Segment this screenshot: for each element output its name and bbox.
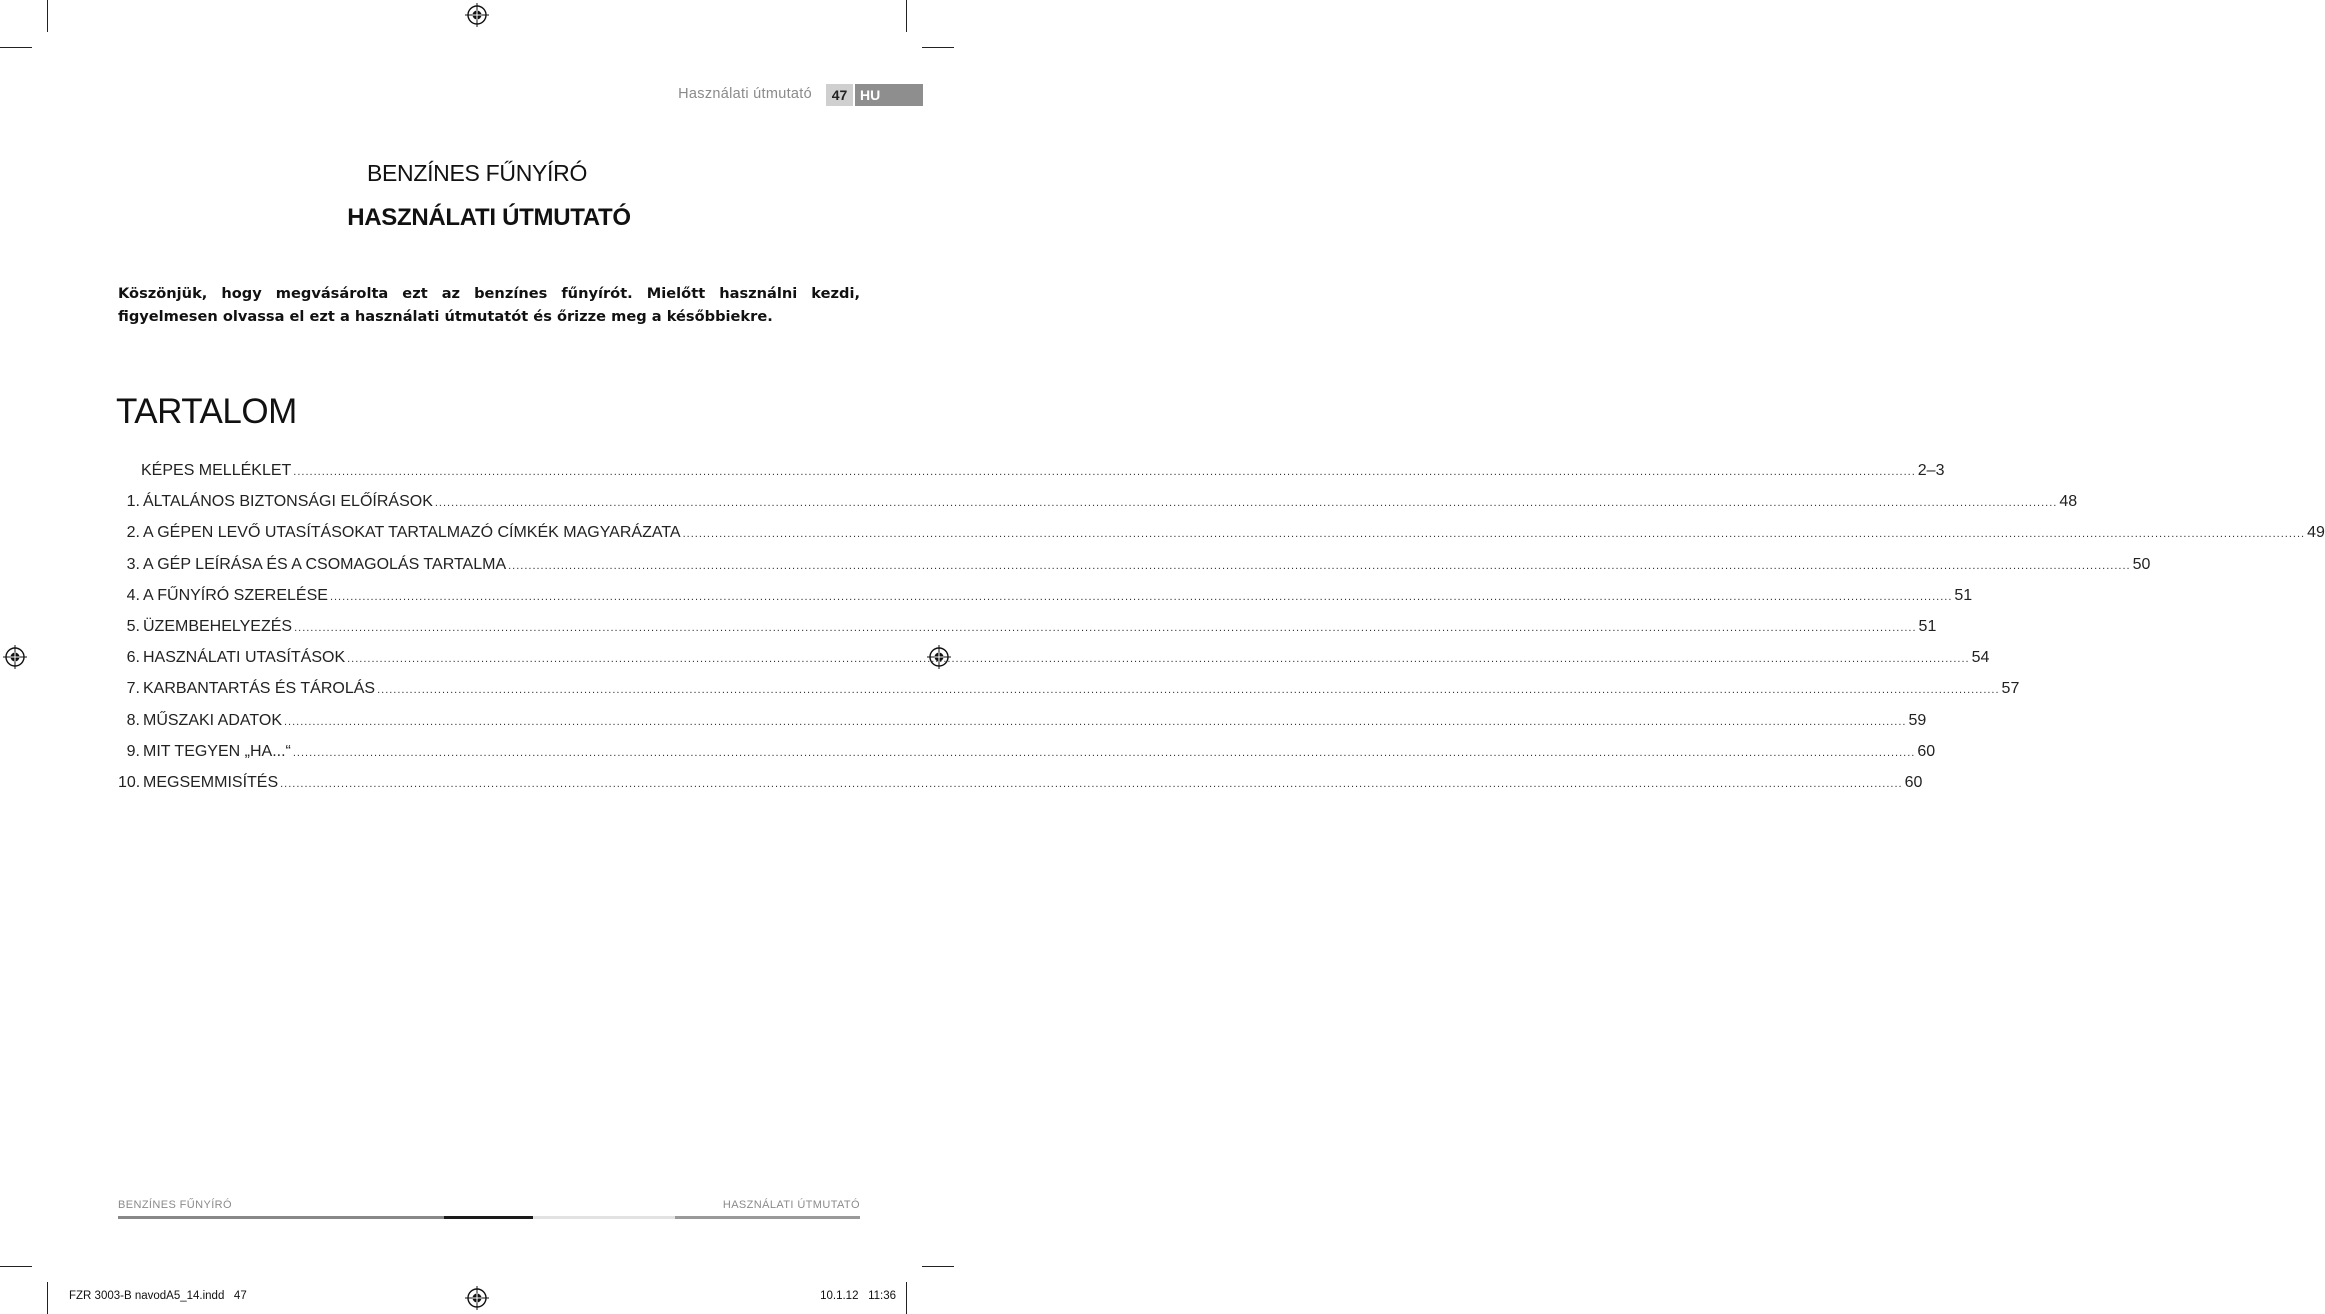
toc-entry-title: ÁLTALÁNOS BIZTONSÁGI ELŐÍRÁSOK <box>143 493 433 510</box>
intro-paragraph: Köszönjük, hogy megvásárolta ezt az benzínes fűnyírót. Mielőtt használni kezdi, figyelmesen olvassa el ezt a használati útmutatót és őrizze meg a későbbiekre. <box>118 285 860 325</box>
crop-mark <box>922 1266 954 1267</box>
toc-entry-page: 60 <box>1917 743 1936 760</box>
registration-mark-icon <box>3 645 27 669</box>
toc-dot-leader: ................................................................................................................................................................................................................................................................................................................................................................................................................ <box>329 591 1953 603</box>
crop-mark <box>906 0 907 32</box>
toc-entry[interactable] <box>118 649 1990 671</box>
footer-left-label: BENZÍNES FŰNYÍRÓ <box>118 1199 232 1211</box>
print-slug-date: 10.1.12 11:36 <box>820 1290 896 1302</box>
footer-bar-segment <box>675 1216 860 1219</box>
toc-entry-page: 60 <box>1904 774 1923 791</box>
footer-bar-segment <box>533 1216 675 1219</box>
toc-entry-title: HASZNÁLATI UTASÍTÁSOK <box>143 649 346 666</box>
toc-entry-page: 51 <box>1954 587 1973 604</box>
toc-entry-number: 9. <box>126 743 140 760</box>
toc-entry-number: 3. <box>126 556 140 573</box>
crop-mark <box>906 1282 907 1314</box>
toc-entry[interactable] <box>118 774 1923 796</box>
toc-entry[interactable] <box>118 680 2020 702</box>
toc-entry[interactable] <box>118 524 2325 546</box>
footer-right-label: HASZNÁLATI ÚTMUTATÓ <box>722 1199 860 1211</box>
toc-entry-page: 57 <box>2001 680 2020 697</box>
toc-entry[interactable] <box>118 712 1927 734</box>
print-slug-file: FZR 3003-B navodA5_14.indd 47 <box>69 1290 247 1302</box>
toc-entry-number: 5. <box>126 618 140 635</box>
toc-entry-number: 10. <box>118 774 141 791</box>
toc-entry-page: 59 <box>1908 712 1927 729</box>
document-subtitle: HASZNÁLATI ÚTMUTATÓ <box>347 204 631 231</box>
crop-mark <box>47 1282 48 1314</box>
crop-mark <box>922 47 954 48</box>
toc-dot-leader: ................................................................................................................................................................................................................................................................................................................................................................................................................ <box>294 622 1917 634</box>
toc-dot-leader: ................................................................................................................................................................................................................................................................................................................................................................................................................ <box>434 497 2058 509</box>
crop-mark <box>0 47 32 48</box>
toc-entry-title: KÉPES MELLÉKLET <box>141 462 292 479</box>
toc-entry-number: 6. <box>126 649 140 666</box>
toc-dot-leader: ................................................................................................................................................................................................................................................................................................................................................................................................................ <box>292 747 1916 759</box>
toc-entry-number: 1. <box>126 493 140 510</box>
crop-mark <box>47 0 48 32</box>
toc-entry[interactable] <box>118 493 2078 515</box>
toc-entry-title: A GÉPEN LEVŐ UTASÍTÁSOKAT TARTALMAZÓ CÍMKÉK MAGYARÁZATA <box>143 524 681 541</box>
toc-entry-number: 4. <box>126 587 140 604</box>
toc-entry[interactable] <box>118 462 1945 484</box>
toc-entry-title: KARBANTARTÁS ÉS TÁROLÁS <box>143 680 376 697</box>
registration-mark-icon <box>465 3 489 27</box>
toc-dot-leader: ................................................................................................................................................................................................................................................................................................................................................................................................................ <box>280 778 1903 790</box>
toc-entry[interactable] <box>118 743 1936 765</box>
toc-entry-number: 8. <box>126 712 140 729</box>
toc-entry-title: A FŰNYÍRÓ SZERELÉSE <box>143 587 328 604</box>
toc-entry-page: 54 <box>1971 649 1990 666</box>
toc-entry-title: ÜZEMBEHELYEZÉS <box>143 618 293 635</box>
language-tag: HU <box>855 84 923 106</box>
footer-bar-segment <box>118 1216 444 1219</box>
toc-dot-leader: ................................................................................................................................................................................................................................................................................................................................................................................................................ <box>284 716 1907 728</box>
toc-entry-page: 51 <box>1918 618 1937 635</box>
page-number: 47 <box>826 84 853 106</box>
crop-mark <box>0 1266 32 1267</box>
toc-entry-title: MŰSZAKI ADATOK <box>143 712 282 729</box>
toc-entry-title: MEGSEMMISÍTÉS <box>143 774 279 791</box>
toc-entry[interactable] <box>118 556 2151 578</box>
toc-dot-leader: ................................................................................................................................................................................................................................................................................................................................................................................................................ <box>508 560 2131 572</box>
registration-mark-icon <box>465 1286 489 1310</box>
toc-entry-title: A GÉP LEÍRÁSA ÉS A CSOMAGOLÁS TARTALMA <box>143 556 507 573</box>
toc-dot-leader: ................................................................................................................................................................................................................................................................................................................................................................................................................ <box>293 466 1916 478</box>
toc-entry-page: 49 <box>2307 524 2325 541</box>
toc-entry-page: 2–3 <box>1917 462 1945 479</box>
toc-dot-leader: ................................................................................................................................................................................................................................................................................................................................................................................................................ <box>682 528 2306 540</box>
toc-entry[interactable] <box>118 618 1937 640</box>
toc-entry-title: MIT TEGYEN „HA...“ <box>143 743 291 760</box>
toc-entry[interactable] <box>118 587 1973 609</box>
footer-bar-segment <box>444 1216 533 1219</box>
document-title: BENZÍNES FŰNYÍRÓ <box>366 160 588 186</box>
toc-entry-number: 7. <box>126 680 140 697</box>
toc-entry-number: 2. <box>126 524 140 541</box>
toc-dot-leader: ................................................................................................................................................................................................................................................................................................................................................................................................................ <box>377 684 2000 696</box>
toc-heading: TARTALOM <box>116 392 297 431</box>
toc-dot-leader: ................................................................................................................................................................................................................................................................................................................................................................................................................ <box>347 653 1970 665</box>
header-label: Használati útmutató <box>678 86 812 102</box>
toc-entry-page: 50 <box>2132 556 2151 573</box>
toc-entry-page: 48 <box>2059 493 2078 510</box>
